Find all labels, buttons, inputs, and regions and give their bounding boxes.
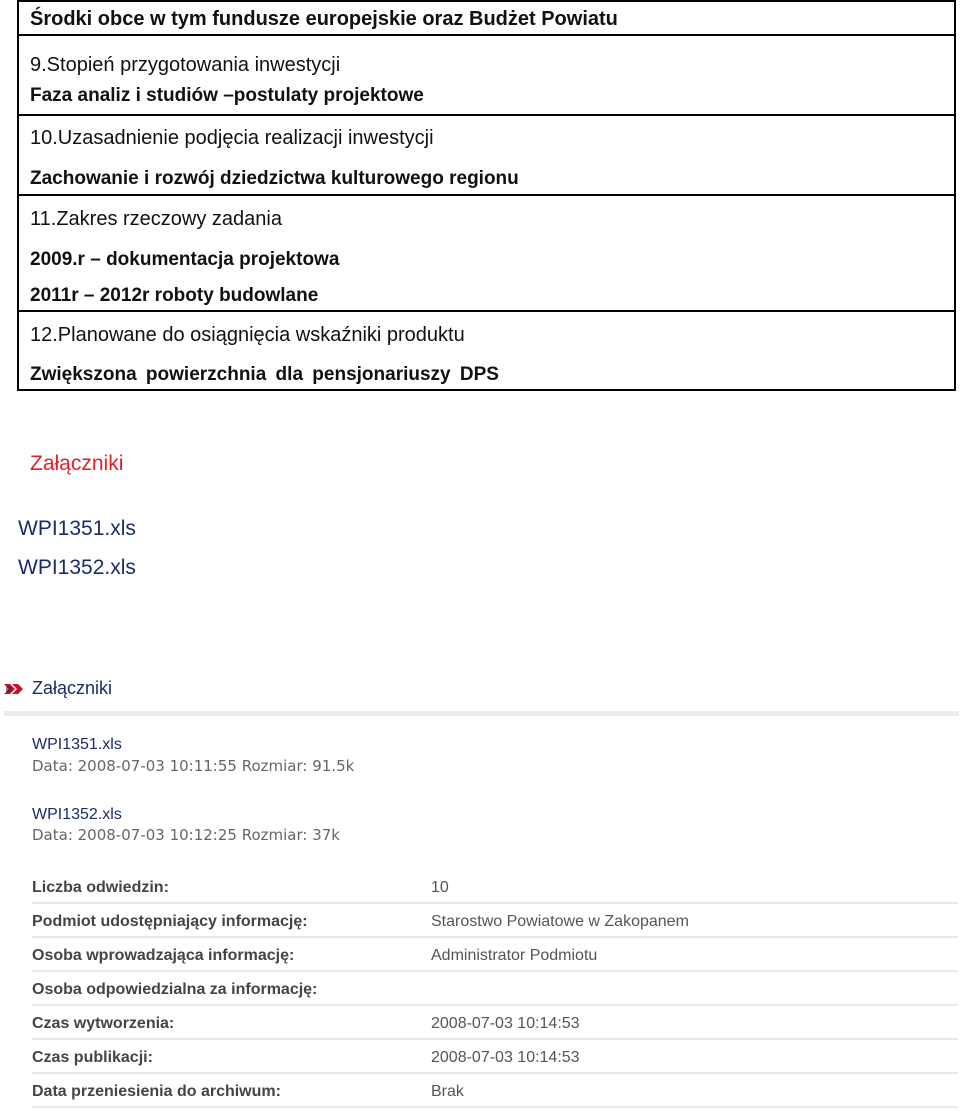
metadata-row-created xyxy=(32,1006,958,1040)
file-meta-wpi1352: Data: 2008-07-03 10:12:25 Rozmiar: 37k xyxy=(32,826,340,844)
metadata-label: Osoba wprowadzająca informację: xyxy=(32,947,295,964)
justification-value: Zachowanie i rozwój dziedzictwa kulturowego regionu xyxy=(17,156,956,196)
funding-sources-row: Środki obce w tym fundusze europejskie oraz Budżet Powiatu xyxy=(17,0,956,36)
scope-value-2011-2012: 2011r – 2012r roboty budowlane xyxy=(17,275,956,312)
metadata-row-entered-by xyxy=(32,938,958,972)
metadata-row-visits xyxy=(32,870,958,904)
attachment-link-wpi1352[interactable]: WPI1352.xls xyxy=(18,556,136,579)
investment-readiness-value: Faza analiz i studiów –postulaty projektowe xyxy=(17,74,956,116)
metadata-row-responsible xyxy=(32,972,958,1006)
metadata-value: 2008-07-03 10:14:53 xyxy=(431,1049,580,1066)
attachments-block-title: Załączniki xyxy=(32,678,113,698)
indicators-value: Zwiększona powierzchnia dla pensjonariuszy DPS xyxy=(17,352,956,391)
file-link-wpi1351[interactable]: WPI1351.xls xyxy=(32,736,122,753)
metadata-label: Podmiot udostępniający informację: xyxy=(32,913,308,930)
metadata-label: Czas publikacji: xyxy=(32,1049,153,1066)
file-meta-wpi1351: Data: 2008-07-03 10:11:55 Rozmiar: 91.5k xyxy=(32,757,355,775)
metadata-label: Liczba odwiedzin: xyxy=(32,879,169,896)
metadata-label: Osoba odpowiedzialna za informację: xyxy=(32,981,318,998)
metadata-value: Brak xyxy=(431,1083,464,1100)
metadata-table xyxy=(32,870,958,1108)
metadata-value: Starostwo Powiatowe w Zakopanem xyxy=(431,913,689,930)
justification-heading: 10.Uzasadnienie podjęcia realizacji inwestycji xyxy=(17,116,956,156)
investment-readiness-heading: 9.Stopień przygotowania inwestycji xyxy=(17,36,956,74)
scope-heading: 11.Zakres rzeczowy zadania xyxy=(17,196,956,236)
indicators-heading: 12.Planowane do osiągnięcia wskaźniki produktu xyxy=(17,312,956,352)
file-link-wpi1352[interactable]: WPI1352.xls xyxy=(32,806,122,823)
scope-value-2009: 2009.r – dokumentacja projektowa xyxy=(17,236,956,275)
double-chevron-icon xyxy=(4,682,24,696)
attachments-block-header xyxy=(4,676,959,716)
metadata-label: Czas wytworzenia: xyxy=(32,1015,175,1032)
metadata-label: Data przeniesienia do archiwum: xyxy=(32,1083,281,1100)
attachment-link-wpi1351[interactable]: WPI1351.xls xyxy=(18,517,136,540)
metadata-value: 2008-07-03 10:14:53 xyxy=(431,1015,580,1032)
attachments-heading: Załączniki xyxy=(30,452,124,475)
metadata-row-publisher xyxy=(32,904,958,938)
metadata-value: 10 xyxy=(431,879,449,896)
metadata-row-published xyxy=(32,1040,958,1074)
metadata-value: Administrator Podmiotu xyxy=(431,947,598,964)
project-details-box xyxy=(17,0,956,391)
metadata-row-archived xyxy=(32,1074,958,1108)
